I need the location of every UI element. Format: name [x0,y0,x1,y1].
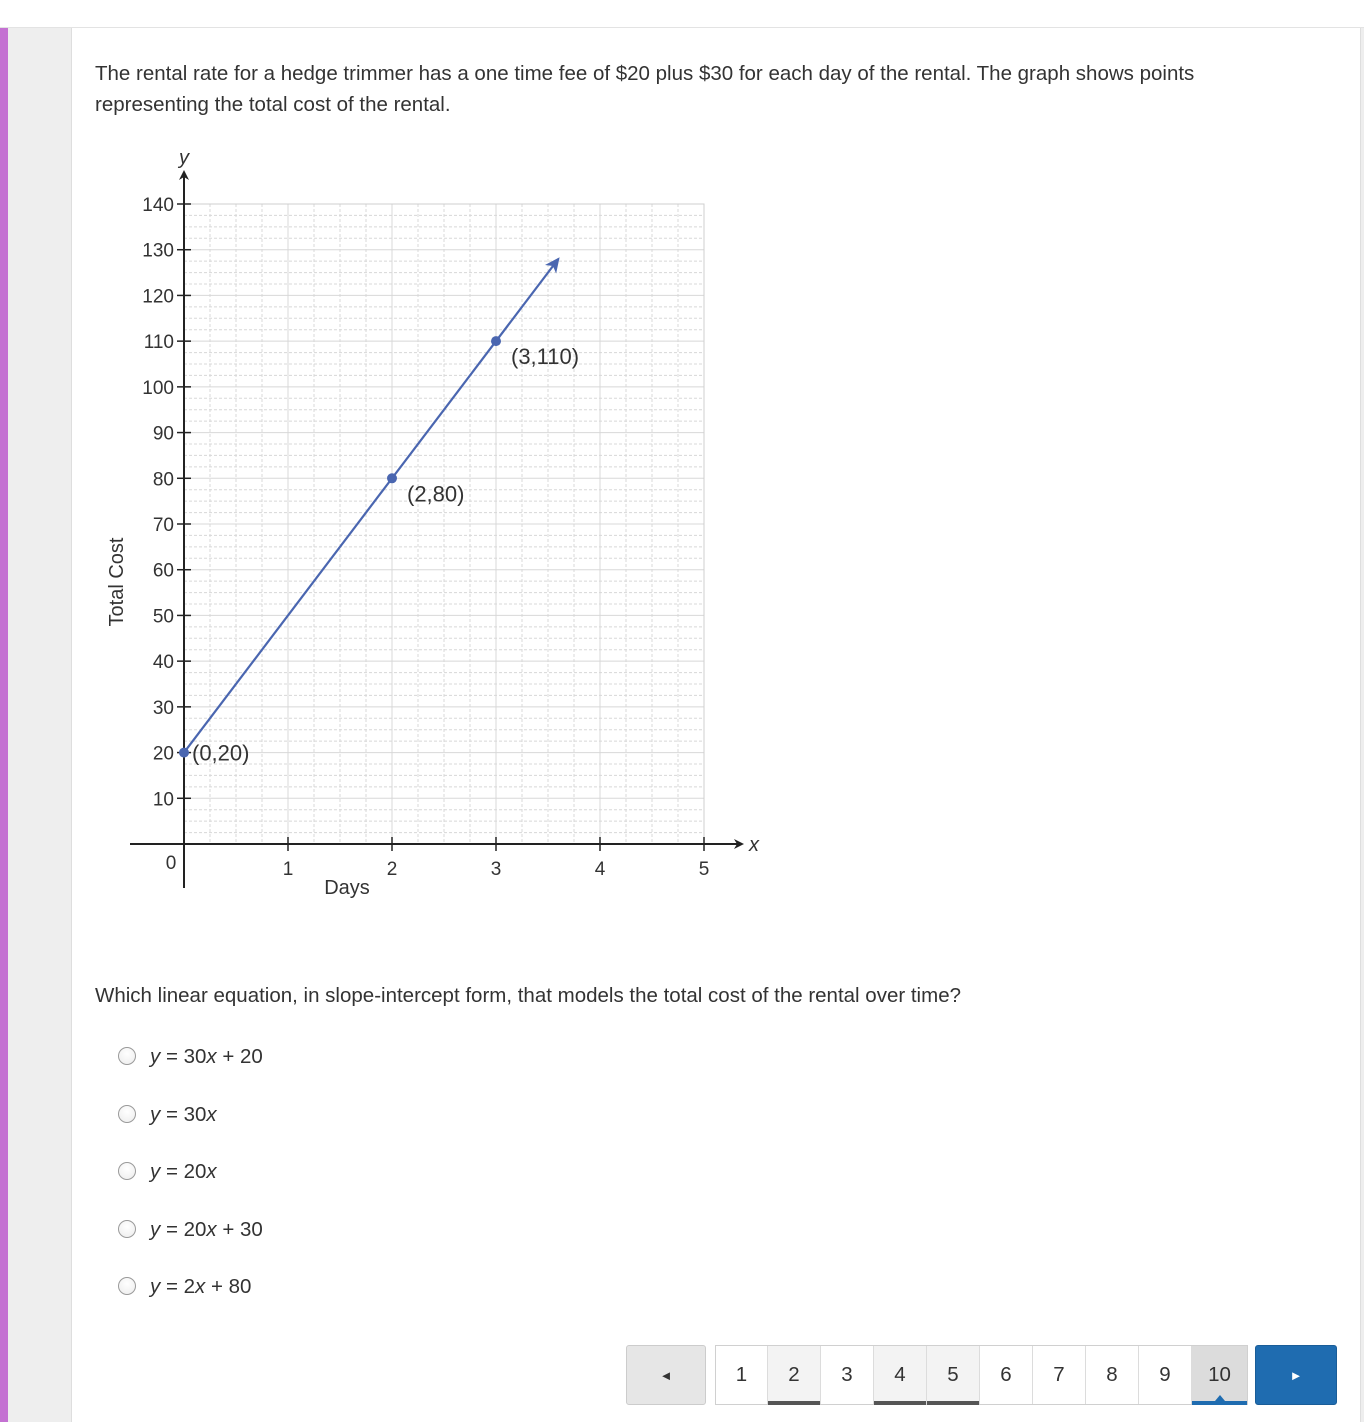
x-tick-label: 2 [386,859,398,880]
x-tick-label: 5 [698,859,710,880]
y-tick-label: 120 [142,286,174,308]
left-gutter [8,28,72,1422]
y-tick-label: 130 [142,240,174,262]
y-tick-label: 30 [152,697,174,719]
answer-option-label: y = 20x [150,1160,217,1183]
question-text: The rental rate for a hedge trimmer has a one time fee of $20 plus $30 for each day of the rental. The graph shows points representing the total cost of the rental. [95,62,1195,116]
y-tick-label: 10 [152,789,174,811]
series-line [184,259,558,753]
y-tick-label: 50 [152,606,174,628]
page-button-10[interactable]: 10 [1192,1346,1247,1404]
previous-page-button[interactable] [626,1345,706,1405]
y-tick-label: 110 [143,332,174,354]
accent-bar [0,28,8,1422]
radio-button[interactable] [118,1047,136,1065]
page-button-9[interactable]: 9 [1139,1346,1192,1404]
y-tick-label: 60 [152,560,174,582]
radio-button[interactable] [118,1105,136,1123]
x-tick-label: 3 [490,859,502,880]
x-tick-label: 4 [594,859,606,880]
page-button-2[interactable]: 2 [768,1346,821,1404]
answer-option-label: y = 30x + 20 [150,1045,263,1068]
y-tick-label: 90 [152,423,174,445]
radio-button[interactable] [118,1162,136,1180]
x-axis-variable: x [749,834,759,856]
data-point-label: (2,80) [407,481,465,507]
origin-label: 0 [165,853,177,874]
next-page-button[interactable] [1255,1345,1337,1405]
answer-option-3[interactable] [118,1158,217,1186]
radio-button[interactable] [118,1277,136,1295]
page-button-8[interactable]: 8 [1086,1346,1139,1404]
data-point [491,336,501,346]
right-gutter [1360,28,1364,1422]
answer-option-label: y = 2x + 80 [150,1275,252,1298]
answer-option-label: y = 20x + 30 [150,1218,263,1241]
y-tick-label: 100 [142,377,174,399]
y-tick-label: 80 [152,469,174,491]
data-point [179,748,189,758]
y-axis-variable: y [179,147,189,169]
page-button-1[interactable]: 1 [716,1346,768,1404]
data-point-label: (0,20) [192,740,250,766]
page-button-7[interactable]: 7 [1033,1346,1086,1404]
y-tick-label: 140 [142,195,174,216]
y-axis-title: Total Cost [106,537,128,627]
y-tick-label: 40 [152,652,174,674]
answer-option-2[interactable] [118,1101,217,1129]
page-button-6[interactable]: 6 [980,1346,1033,1404]
page-button-5[interactable]: 5 [927,1346,980,1404]
answer-option-4[interactable] [118,1216,263,1244]
page-button-4[interactable]: 4 [874,1346,927,1404]
page-list [715,1345,1248,1405]
y-tick-label: 20 [152,743,174,765]
x-axis-title: Days [324,877,370,899]
question-prompt: Which linear equation, in slope-intercept form, that models the total cost of the rental over time? [95,984,961,1007]
rental-cost-chart [90,140,780,910]
answer-option-5[interactable] [118,1273,251,1301]
data-point-label: (3,110) [511,344,580,370]
data-point [387,473,397,483]
caret-right-icon: ► [1289,1367,1303,1383]
radio-button[interactable] [118,1220,136,1238]
y-tick-label: 70 [152,515,174,536]
answer-option-label: y = 30x [150,1103,217,1126]
top-divider [0,27,1364,28]
caret-left-icon: ◄ [659,1367,673,1383]
x-tick-label: 1 [282,859,294,880]
page-button-3[interactable]: 3 [821,1346,874,1404]
answer-option-1[interactable] [118,1043,263,1071]
